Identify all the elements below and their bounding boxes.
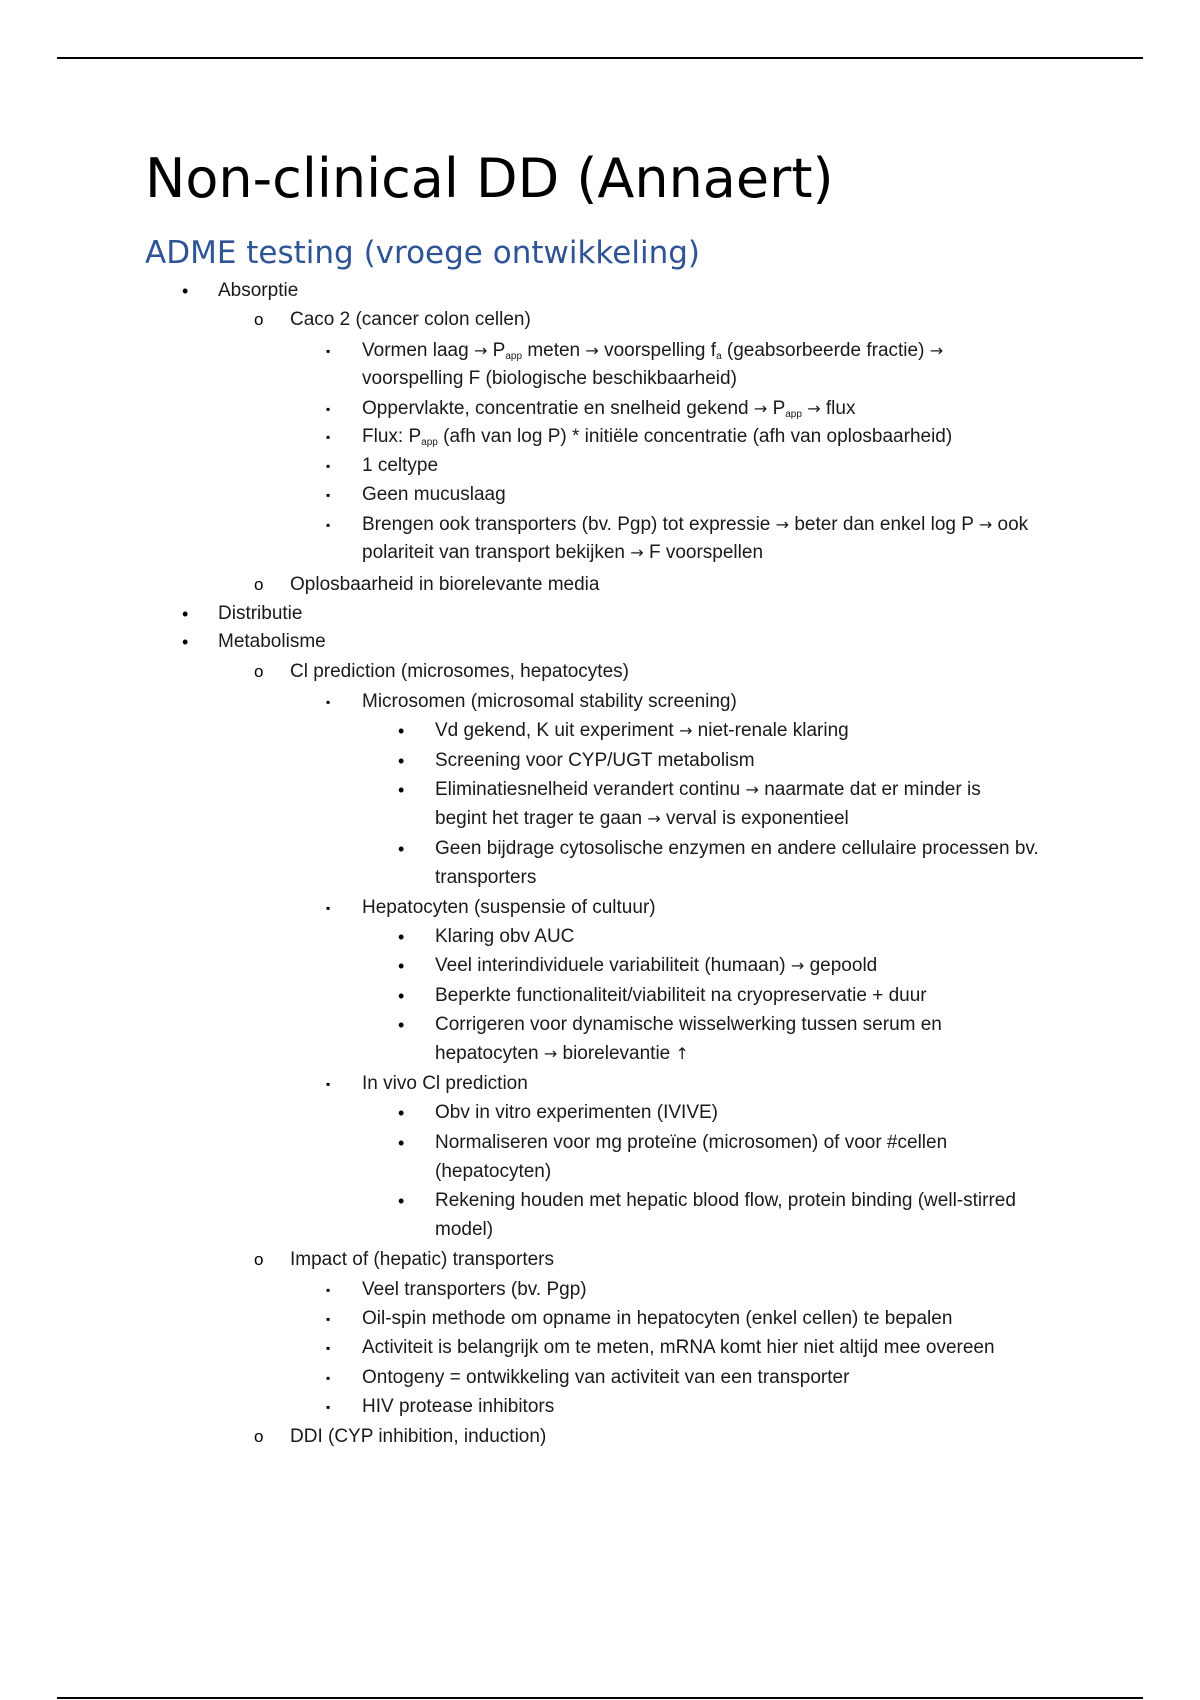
bullet-square: ▪ [326, 1283, 331, 1297]
arrow-up-icon: ↑ [675, 1044, 689, 1063]
list-item-ddi: DDI (CYP inhibition, induction) [290, 1426, 547, 1447]
bullet-disc: • [398, 956, 405, 976]
bullet-disc: • [398, 721, 405, 741]
arrow-right-icon: → [473, 341, 488, 360]
list-item-continuation: voorspelling F (biologische beschikbaarheid) [362, 368, 737, 389]
arrow-right-icon: → [585, 341, 599, 360]
list-item-oplosbaarheid: Oplosbaarheid in biorelevante media [290, 574, 600, 595]
list-item-caco2: Caco 2 (cancer colon cellen) [290, 309, 531, 330]
document-title: Non-clinical DD (Annaert) [145, 147, 834, 210]
arrow-right-icon: → [753, 399, 768, 418]
list-item-vormen-laag: Vormen laag → $P_{app}$ meten → voorspelling $f_a$ (geabsorbeerde fractie) → [362, 340, 944, 362]
bullet-disc: • [398, 1015, 405, 1035]
list-item-ivive: Obv in vitro experimenten (IVIVE) [435, 1102, 718, 1123]
list-item-metabolisme: Metabolisme [218, 631, 326, 652]
bullet-circle: o [254, 310, 264, 329]
bullet-disc: • [182, 281, 189, 301]
list-item-eliminatiesnelheid: Eliminatiesnelheid verandert continu → naarmate dat er minder is [435, 779, 981, 800]
list-item-hiv: HIV protease inhibitors [362, 1396, 555, 1417]
list-item-impact-transporters: Impact of (hepatic) transporters [290, 1249, 554, 1270]
bullet-square: ▪ [326, 1077, 331, 1091]
arrow-right-icon: → [807, 399, 821, 418]
list-item-klaring-auc: Klaring obv AUC [435, 926, 575, 947]
bullet-square: ▪ [326, 488, 331, 502]
list-item-geen-bijdrage: Geen bijdrage cytosolische enzymen en andere cellulaire processen bv. [435, 838, 1039, 859]
bullet-disc: • [398, 1103, 405, 1123]
list-item-flux: Flux: $P_{app}$ (afh van log P) * initiële concentratie (afh van oplosbaarheid) [362, 426, 953, 448]
list-item-functionaliteit: Beperkte functionaliteit/viabiliteit na cryopreservatie + duur [435, 985, 927, 1006]
list-item-continuation: begint het trager te gaan → verval is exponentieel [435, 808, 849, 829]
bullet-disc: • [182, 604, 189, 624]
bullet-disc: • [398, 839, 405, 859]
bullet-square: ▪ [326, 1371, 331, 1385]
list-item-distributie: Distributie [218, 603, 303, 624]
arrow-right-icon: → [543, 1044, 558, 1063]
bullet-disc: • [398, 986, 405, 1006]
arrow-right-icon: → [678, 721, 693, 740]
footer-rule [57, 1697, 1143, 1699]
list-item-rekening: Rekening houden met hepatic blood flow, protein binding (well-stirred [435, 1190, 1016, 1211]
bullet-disc: • [398, 751, 405, 771]
list-item-cl-prediction: Cl prediction (microsomes, hepatocytes) [290, 661, 629, 682]
list-item-normaliseren: Normaliseren voor mg proteïne (microsomen) of voor #cellen [435, 1132, 948, 1153]
bullet-square: ▪ [326, 459, 331, 473]
bullet-disc: • [398, 780, 405, 800]
bullet-disc: • [398, 1191, 405, 1211]
bullet-square: ▪ [326, 1400, 331, 1414]
list-item-screening: Screening voor CYP/UGT metabolism [435, 750, 755, 771]
arrow-right-icon: → [978, 515, 993, 534]
bullet-square: ▪ [326, 430, 331, 444]
list-item-vd-gekend: Vd gekend, K uit experiment → niet-renale klaring [435, 720, 849, 741]
arrow-right-icon: → [790, 956, 805, 975]
header-rule [57, 57, 1143, 59]
arrow-right-icon: → [647, 809, 661, 828]
arrow-right-icon: → [630, 543, 644, 562]
bullet-disc: • [398, 1133, 405, 1153]
list-item-transporters-expressie: Brengen ook transporters (bv. Pgp) tot expressie → beter dan enkel log P → ook [362, 514, 1029, 535]
list-item-corrigeren: Corrigeren voor dynamische wisselwerking tussen serum en [435, 1014, 942, 1035]
list-item-hepatocyten: Hepatocyten (suspensie of cultuur) [362, 897, 656, 918]
list-item-continuation: (hepatocyten) [435, 1161, 552, 1182]
bullet-circle: o [254, 575, 264, 594]
list-item-oppervlakte: Oppervlakte, concentratie en snelheid gekend → $P_{app}$ → flux [362, 398, 856, 420]
list-item-mucuslaag: Geen mucuslaag [362, 484, 506, 505]
list-item-ontogeny: Ontogeny = ontwikkeling van activiteit van een transporter [362, 1367, 850, 1388]
bullet-square: ▪ [326, 1341, 331, 1355]
arrow-right-icon: → [929, 341, 944, 360]
bullet-circle: o [254, 662, 264, 681]
bullet-disc: • [398, 927, 405, 947]
bullet-circle: o [254, 1250, 264, 1269]
bullet-square: ▪ [326, 1312, 331, 1326]
list-item-veel-transporters: Veel transporters (bv. Pgp) [362, 1279, 587, 1300]
bullet-square: ▪ [326, 518, 331, 532]
arrow-right-icon: → [775, 515, 790, 534]
list-item-microsomen: Microsomen (microsomal stability screening) [362, 691, 737, 712]
list-item-continuation: polariteit van transport bekijken → F voorspellen [362, 542, 764, 563]
list-item-variabiliteit: Veel interindividuele variabiliteit (humaan) → gepoold [435, 955, 878, 976]
bullet-circle: o [254, 1427, 264, 1446]
section-heading: ADME testing (vroege ontwikkeling) [145, 235, 700, 271]
list-item-absorptie: Absorptie [218, 280, 299, 301]
list-item-in-vivo: In vivo Cl prediction [362, 1073, 528, 1094]
list-item-activiteit: Activiteit is belangrijk om te meten, mRNA komt hier niet altijd mee overeen [362, 1337, 995, 1358]
list-item-continuation: hepatocyten → biorelevantie ↑ [435, 1043, 689, 1064]
bullet-square: ▪ [326, 901, 331, 915]
bullet-square: ▪ [326, 344, 331, 358]
list-item-celtype: 1 celtype [362, 455, 439, 476]
bullet-square: ▪ [326, 402, 331, 416]
list-item-continuation: model) [435, 1219, 494, 1240]
bullet-square: ▪ [326, 695, 331, 709]
list-item-oil-spin: Oil-spin methode om opname in hepatocyten (enkel cellen) te bepalen [362, 1308, 953, 1329]
list-item-continuation: transporters [435, 867, 537, 888]
bullet-disc: • [182, 632, 189, 652]
arrow-right-icon: → [745, 780, 759, 799]
